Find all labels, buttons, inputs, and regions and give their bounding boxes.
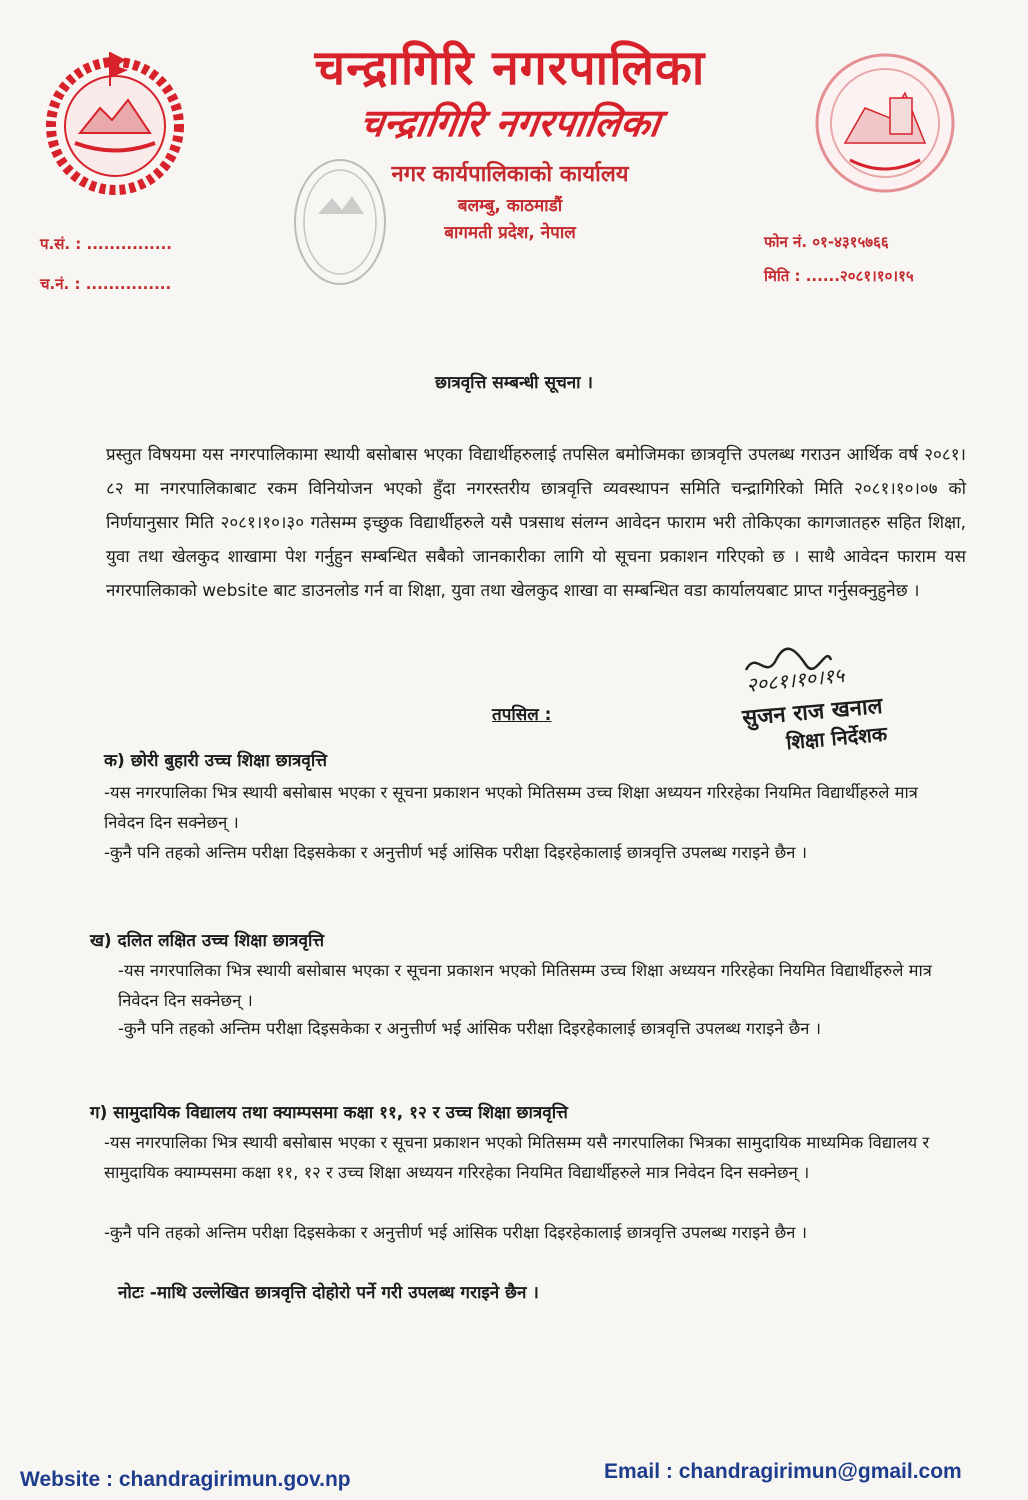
dispatch-number: च.नं. : ...............	[40, 275, 172, 293]
section-a-item-2: -कुनै पनि तहको अन्तिम परीक्षा दिइसकेका र अनुत्तीर्ण भई आंसिक परीक्षा दिइरहेकालाई छात्रवृत्ति उपलब्ध गराइने छैन ।	[104, 843, 807, 862]
municipality-title: चन्द्रागिरि नगरपालिका	[314, 40, 706, 96]
section-a-item-1: -यस नगरपालिका भित्र स्थायी बसोबास भएका र सूचना प्रकाशन भएको मितिसम्म उच्च शिक्षा अध्ययन गरिरहेका नियमित विद्यार्थीहरुले मात्र निवेदन दिन सक्नेछन् ।	[104, 783, 918, 832]
address-line-1: बलम्बु, काठमाडौं	[457, 196, 563, 216]
notice-paragraph: प्रस्तुत विषयमा यस नगरपालिकामा स्थायी बसोबास भएका विद्यार्थीहरुलाई तपसिल बमोजिमका छात्रवृत्ति उपलब्ध गराउन आर्थिक वर्ष २०८१।८२ मा नगरपालिकाबाट रकम विनियोजन भएको हुँदा नगरस्तरीय छात्रवृत्ति व्यवस्थापन समिति चन्द्रागिरिको मिति २०८१।१०।०७ को निर्णयानुसार मिति २०८१।१०।३० गतेसम्म इच्छुक विद्यार्थीहरुले यसै पत्रसाथ संलग्न आवेदन फाराम भरी तोकिएका कागजातहरु सहित शिक्षा, युवा तथा खेलकुद शाखामा पेश गर्नुहुन सम्बन्धित सबैको जानकारीका लागि यो सूचना प्रकाशन गरिएको छ । साथै आवेदन फाराम यस नगरपालिकाको website बाट डाउनलोड गर्न वा शिक्षा, युवा तथा खेलकुद शाखा वा सम्बन्धित वडा कार्यालयबाट प्राप्त गर्नुसक्नुहुनेछ ।	[106, 445, 966, 601]
footer-website[interactable]	[20, 1468, 351, 1492]
reference-number: प.सं. : ...............	[40, 235, 172, 253]
address-line-2: बागमती प्रदेश, नेपाल	[444, 223, 576, 243]
website-link[interactable]: chandragirimun.gov.np	[118, 1468, 351, 1491]
office-name: नगर कार्यपालिकाको कार्यालय	[391, 162, 629, 187]
email-link[interactable]: chandragirimun@gmail.com	[678, 1460, 962, 1483]
signature-date: २०८१।१०।१५	[745, 662, 846, 698]
email-label: Email :	[604, 1460, 673, 1483]
section-b-heading: ख) दलित लक्षित उच्च शिक्षा छात्रवृत्ति	[90, 931, 325, 951]
website-label: Website :	[20, 1468, 113, 1491]
phone-number: फोन नं. ०१-४३१५७६६	[764, 233, 889, 251]
government-emblem-icon	[40, 38, 190, 198]
section-c-item-1: -यस नगरपालिका भित्र स्थायी बसोबास भएका र सूचना प्रकाशन भएको मितिसम्म यसै नगरपालिका भित्रका सामुदायिक माध्यमिक विद्यालय र सामुदायिक क्याम्पसमा कक्षा ११, १२ र उच्च शिक्षा अध्ययन गरिरहेका नियमित विद्यार्थीहरुले मात्र निवेदन दिन सक्नेछन् ।	[104, 1133, 930, 1182]
signatory-title: शिक्षा निर्देशक	[785, 721, 889, 755]
details-heading: तपसिल :	[492, 705, 552, 725]
signatory-name: सुजन राज खनाल	[741, 693, 884, 732]
footer-email[interactable]	[604, 1460, 962, 1484]
section-c-item-2: -कुनै पनि तहको अन्तिम परीक्षा दिइसकेका र अनुत्तीर्ण भई आंसिक परीक्षा दिइरहेकालाई छात्रवृत्ति उपलब्ध गराइने छैन ।	[104, 1223, 807, 1242]
municipality-title-stylized: चन्द्रागिरि नगरपालिका	[356, 101, 663, 145]
letter-date: मिति : ......२०८१।१०।१५	[764, 267, 914, 285]
section-a-heading: क) छोरी बुहारी उच्च शिक्षा छात्रवृत्ति	[104, 751, 327, 771]
notice-title: छात्रवृत्ति सम्बन्धी सूचना ।	[435, 373, 593, 393]
municipality-logo-icon	[810, 48, 960, 198]
section-b-item-2: -कुनै पनि तहको अन्तिम परीक्षा दिइसकेका र अनुत्तीर्ण भई आंसिक परीक्षा दिइरहेकालाई छात्रवृत्ति उपलब्ध गराइने छैन ।	[118, 1019, 821, 1038]
section-c-heading: ग) सामुदायिक विद्यालय तथा क्याम्पसमा कक्षा ११, १२ र उच्च शिक्षा छात्रवृत्ति	[90, 1103, 568, 1123]
section-b-item-1: -यस नगरपालिका भित्र स्थायी बसोबास भएका र सूचना प्रकाशन भएको मितिसम्म उच्च शिक्षा अध्ययन गरिरहेका नियमित विद्यार्थीहरुले मात्र निवेदन दिन सक्नेछन् ।	[118, 961, 932, 1010]
section-c-note: नोटः -माथि उल्लेखित छात्रवृत्ति दोहोरो पर्ने गरी उपलब्ध गराइने छैन ।	[118, 1283, 539, 1303]
